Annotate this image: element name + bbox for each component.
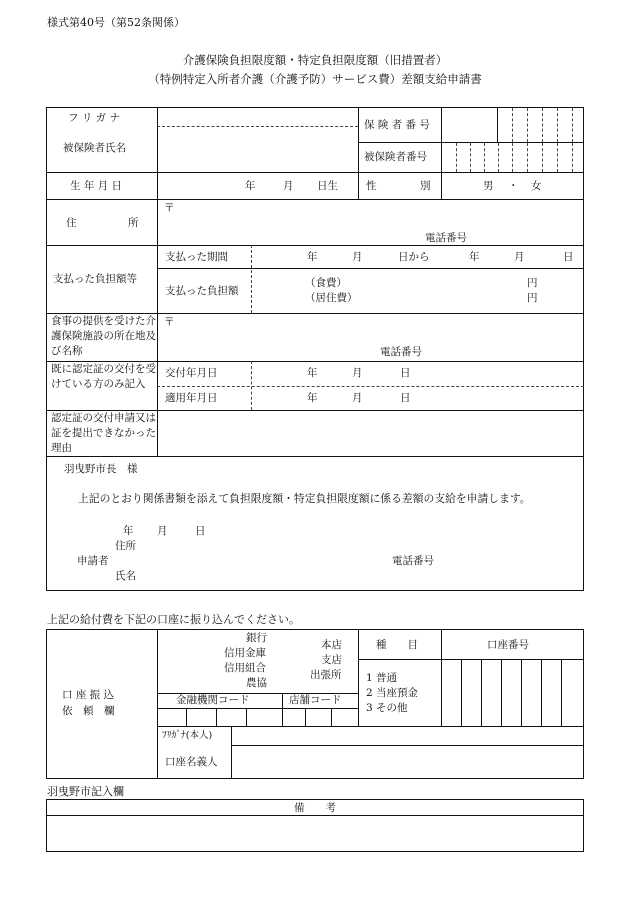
furigana-label: フ リ ガ ナ xyxy=(68,112,121,124)
dob-month: 月 xyxy=(283,180,294,192)
bank-type-ginko[interactable]: 銀行 xyxy=(246,632,267,644)
payment-section-label: 支払った負担額等 xyxy=(53,273,137,285)
bank-section-label-2: 依 頼 欄 xyxy=(62,705,115,717)
dob-label: 生 年 月 日 xyxy=(70,180,123,192)
insured-name-field[interactable] xyxy=(158,128,357,171)
form-title-line1: 介護保険負担限度額・特定負担限度額（旧措置者） xyxy=(182,53,448,67)
dob-day: 日生 xyxy=(317,180,338,192)
account-number-header: 口座番号 xyxy=(487,639,529,651)
address-phone-label: 電話番号 xyxy=(425,232,467,244)
bank-intro: 上記の給付費を下記の口座に振り込んでください。 xyxy=(47,613,300,626)
bank-type-shinkumi[interactable]: 信用組合 xyxy=(224,662,266,674)
branch-type-head[interactable]: 本店 xyxy=(321,639,342,651)
apply-date-label: 適用年月日 xyxy=(165,392,218,404)
certificate-label: 既に認定証の交付を受けている方のみ記入 xyxy=(51,363,156,390)
furigana-field[interactable] xyxy=(158,108,357,125)
period-from-year: 年 xyxy=(307,251,318,263)
insured-number-field[interactable] xyxy=(442,143,583,171)
address-postal-mark: 〒 xyxy=(164,202,175,214)
sex-label: 性 xyxy=(366,180,377,192)
insured-number-label: 被保険者番号 xyxy=(364,151,427,163)
sex-option-male[interactable]: 男 xyxy=(483,180,494,192)
decl-name-label: 氏名 xyxy=(115,570,136,582)
bank-code-label: 金融機関コード xyxy=(176,694,250,706)
dob-year: 年 xyxy=(245,180,256,192)
period-to-day: 日 xyxy=(563,251,574,263)
payment-period-label: 支払った期間 xyxy=(165,251,228,263)
decl-day: 日 xyxy=(195,525,206,537)
address-label-2: 所 xyxy=(128,217,139,229)
facility-label: 食事の提供を受けた介護保険施設の所在地及び名称 xyxy=(51,315,156,357)
decl-applicant-label: 申請者 xyxy=(77,555,109,567)
form-title-line2: （特例特定入所者介護（介護予防）サービス費）差額支給申請書 xyxy=(148,72,482,86)
remarks-header: 備 考 xyxy=(294,802,336,814)
branch-type-branch[interactable]: 支店 xyxy=(321,654,342,666)
declaration-text: 上記のとおり関係書類を添えて負担限度額・特定負担限度額に係る差額の支給を申請します。 xyxy=(78,492,531,505)
bank-section-label-1: 口 座 振 込 xyxy=(62,689,115,701)
branch-code-label: 店舗コード xyxy=(289,694,342,706)
issue-month: 月 xyxy=(352,367,363,379)
apply-month: 月 xyxy=(352,392,363,404)
holder-name-label: 口座名義人 xyxy=(165,756,218,768)
payment-amount-label: 支払った負担額 xyxy=(165,285,239,297)
issue-date-label: 交付年月日 xyxy=(165,367,218,379)
food-yen: 円 xyxy=(527,277,538,289)
addressee: 羽曳野市長 様 xyxy=(64,463,138,475)
form-number: 様式第40号（第52条関係） xyxy=(47,16,185,29)
sex-separator: ・ xyxy=(508,180,519,192)
holder-kana-field[interactable] xyxy=(233,728,582,744)
residence-cost-label: （居住費） xyxy=(305,292,358,304)
sex-label-2: 別 xyxy=(420,180,431,192)
holder-kana-label: ﾌﾘｶﾞﾅ(本人) xyxy=(162,730,213,741)
facility-phone-label: 電話番号 xyxy=(380,346,422,358)
kind-option-futsu[interactable]: 1 普通 xyxy=(366,672,398,684)
kind-option-toza[interactable]: 2 当座預金 xyxy=(366,687,419,699)
city-section-label: 羽曳野市記入欄 xyxy=(47,785,124,798)
residence-yen: 円 xyxy=(527,292,538,304)
period-to-month: 月 xyxy=(514,251,525,263)
facility-field[interactable] xyxy=(176,315,576,359)
reason-label: 認定証の交付申請又は証を提出できなかった理由 xyxy=(51,412,156,454)
issue-day: 日 xyxy=(400,367,411,379)
insured-name-label: 被保険者氏名 xyxy=(63,142,126,154)
address-label-1: 住 xyxy=(66,217,77,229)
bank-type-nokyo[interactable]: 農協 xyxy=(246,677,267,689)
account-kind-header: 種 目 xyxy=(376,639,418,651)
period-to-year: 年 xyxy=(469,251,480,263)
address-field[interactable] xyxy=(176,201,576,243)
decl-address-label: 住所 xyxy=(115,540,136,552)
food-cost-label: （食費） xyxy=(305,277,347,289)
decl-phone-label: 電話番号 xyxy=(392,555,434,567)
decl-year: 年 xyxy=(123,525,134,537)
issue-year: 年 xyxy=(307,367,318,379)
facility-postal-mark: 〒 xyxy=(164,316,175,328)
decl-month: 月 xyxy=(157,525,168,537)
apply-day: 日 xyxy=(400,392,411,404)
bank-type-shinkin[interactable]: 信用金庫 xyxy=(224,647,266,659)
reason-field[interactable] xyxy=(160,412,580,454)
insurer-number-label: 保 険 者 番 号 xyxy=(364,119,430,131)
holder-name-field[interactable] xyxy=(233,747,582,777)
period-from-day: 日から xyxy=(398,251,430,263)
apply-year: 年 xyxy=(307,392,318,404)
insurer-number-field[interactable] xyxy=(498,108,583,141)
kind-option-other[interactable]: 3 その他 xyxy=(366,702,408,714)
branch-type-sub[interactable]: 出張所 xyxy=(310,669,342,681)
sex-option-female[interactable]: 女 xyxy=(531,180,542,192)
period-from-month: 月 xyxy=(352,251,363,263)
